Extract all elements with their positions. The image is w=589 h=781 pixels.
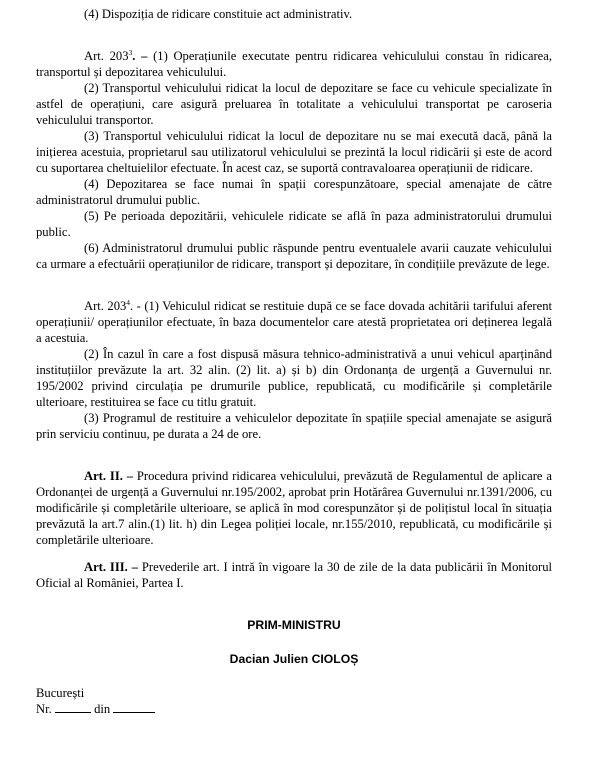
- paragraph-203-3-3: (3) Transportul vehiculului ridicat la locul de depozitare nu se mai execută dacă, până la inițierea acestuia, proprietarul sau utilizatorul vehiculului se prezintă la locul ridicării și este de acord cu suportarea cheltuielilor efectuate. În acest caz, se suportă contravaloarea operațiunii de ridicare.: [36, 129, 552, 175]
- paragraph-203-3-4: (4) Depozitarea se face numai în spații corespunzătoare, special amenajate de către administratorul drumului public.: [36, 177, 552, 207]
- article-label: Art. 203: [84, 299, 127, 313]
- article-dash: . –: [132, 49, 154, 63]
- footer-number-line: [36, 701, 552, 717]
- article-203-4: [36, 298, 552, 346]
- article-dash: . -: [130, 299, 145, 313]
- article-ii-text: Procedura privind ridicarea vehiculului, prevăzută de Regulamentul de aplicare a Ordonanței de urgență a Guvernului nr.195/2002, aprobat prin Hotărârea Guvernului nr.1391/2006, cu modificările și completările ulterioare, se aplică în mod corespunzător și de polițistul local în situația prevăzută la art.7 alin.(1) lit. h) din Legea poliției locale, nr.155/2010, republicată, cu modificările și completările ulterioare.: [36, 469, 552, 547]
- article-iii: [36, 559, 552, 591]
- article-203-3: [36, 48, 552, 80]
- paragraph-203-3-5: (5) Pe perioada depozitării, vehiculele ridicate se află în paza administratorului drumului public.: [36, 209, 552, 239]
- footer-city: București: [36, 686, 85, 700]
- paragraph-203-4-3: (3) Programul de restituire a vehiculelor depozitate în spațiile special amenajate se asigură prin serviciu continuu, pe durata a 24 de ore.: [36, 411, 552, 441]
- footer-din-blank: [113, 702, 155, 713]
- article-text: (1) Operațiunile executate pentru ridicarea vehiculului constau în ridicarea, transportul și depozitarea vehiculului.: [36, 49, 553, 79]
- article-superscript: 3: [128, 48, 133, 57]
- article-iii-text: Prevederile art. I intră în vigoare la 30 de zile de la data publicării în Monitorul Oficial al României, Partea I.: [36, 560, 552, 590]
- footer-nr-blank: [55, 702, 91, 713]
- article-text: (1) Vehiculul ridicat se restituie după ce se face dovada achitării tarifului aferent operațiunii/ operațiunilor efectuate, în baza documentelor care atestă proprietatea ori deținerea legală a acestuia.: [36, 299, 553, 345]
- article-iii-label: Art. III. –: [84, 560, 138, 574]
- signature-name: Dacian Julien CIOLOȘ: [229, 652, 359, 666]
- footer-din-label: din: [94, 702, 111, 716]
- article-label: Art. 203: [84, 49, 129, 63]
- article-ii-label: Art. II. –: [84, 469, 134, 483]
- document-page: [36, 6, 552, 717]
- paragraph-203-3-6: (6) Administratorul drumului public răspunde pentru eventualele avarii cauzate vehiculului ca urmare a efectuării operațiunilor de ridicare, transport și depozitare, în condițiile prevăzute de lege.: [36, 241, 552, 271]
- paragraph-203-4-2: (2) În cazul în care a fost dispusă măsura tehnico-administrativă a unui vehicul aparținând instituțiilor prevăzute la art. 32 alin. (2) lit. a) și b) din Ordonanța de urgență a Guvernului nr. 195/2002 privind circulația pe drumurile publice, republicată, cu modificările și completările ulterioare, restituirea se face cu titlu gratuit.: [36, 347, 552, 409]
- paragraph-203-3-2: (2) Transportul vehiculului ridicat la locul de depozitare se face cu vehicule specializate în astfel de operațiuni, care asigură preluarea în totalitate a vehiculului transportat pe caroseria vehiculului transportor.: [36, 81, 552, 127]
- article-ii: [36, 468, 552, 548]
- signature-title: PRIM-MINISTRU: [247, 618, 341, 632]
- paragraph-dispozitie: (4) Dispoziția de ridicare constituie act administrativ.: [84, 7, 353, 21]
- footer-nr-label: Nr.: [36, 702, 52, 716]
- article-superscript: 4: [126, 298, 131, 307]
